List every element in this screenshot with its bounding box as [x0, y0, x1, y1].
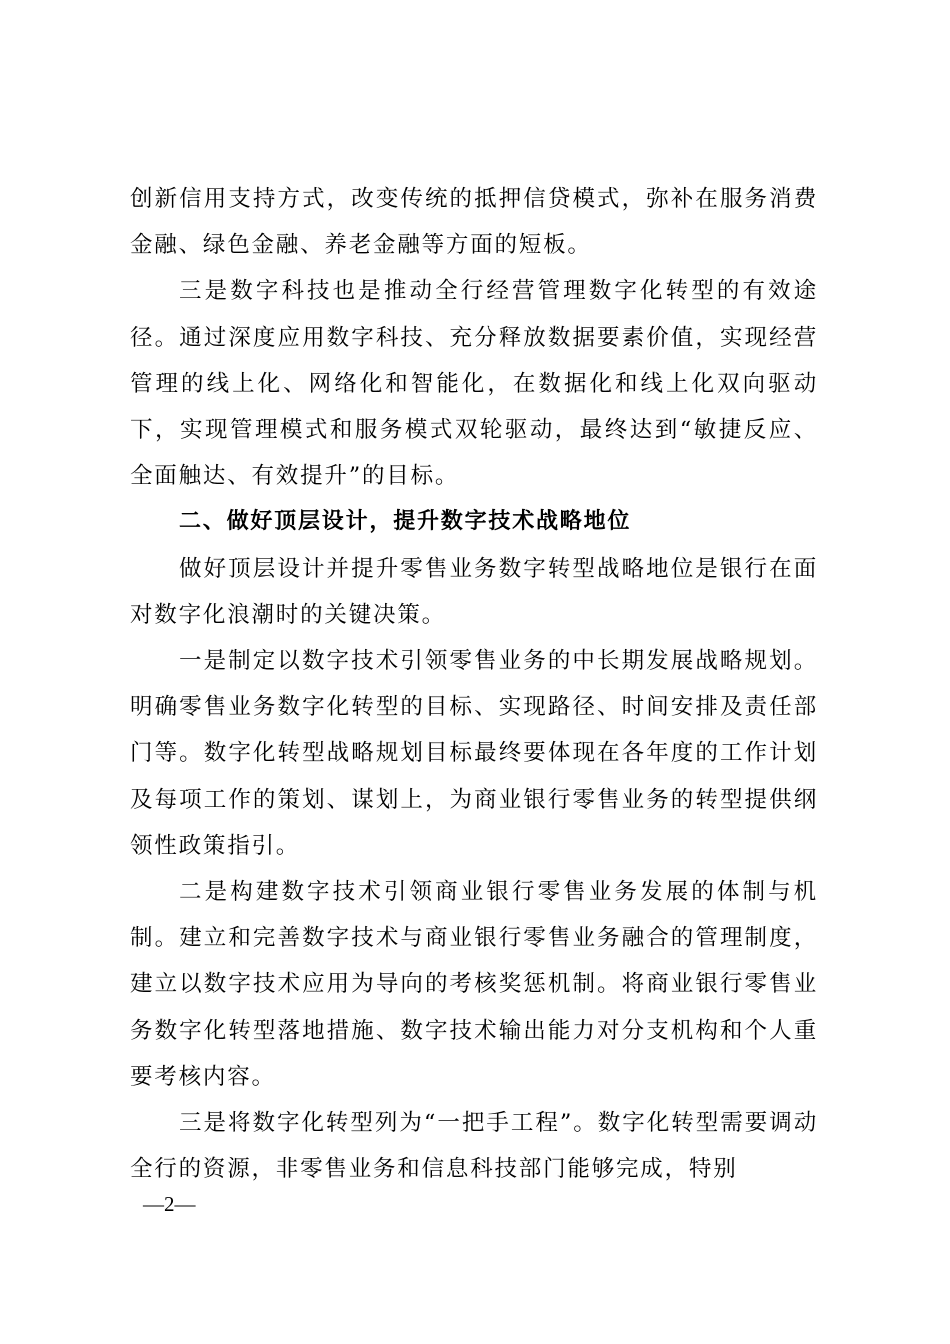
paragraph-top-level-design-intro: 做好顶层设计并提升零售业务数字转型战略地位是银行在面对数字化浪潮时的关键决策。	[130, 555, 818, 628]
paragraph-system-mechanism: 二是构建数字技术引领商业银行零售业务发展的体制与机制。建立和完善数字技术与商业银行零售业务融合的管理制度，建立以数字技术应用为导向的考核奖惩机制。将商业银行零售业务数字化转型落地措施、数字技术输出能力对分支机构和个人重要考核内容。	[130, 879, 818, 1090]
paragraph-strategy-planning: 一是制定以数字技术引领零售业务的中长期发展战略规划。明确零售业务数字化转型的目标、实现路径、时间安排及责任部门等。数字化转型战略规划目标最终要体现在各年度的工作计划及每项工作的策划、谋划上，为商业银行零售业务的转型提供纲领性政策指引。	[130, 648, 818, 859]
section-heading-top-level-design: 二、做好顶层设计，提升数字技术战略地位	[179, 509, 632, 535]
paragraph-continuation: 创新信用支持方式，改变传统的抵押信贷模式，弥补在服务消费金融、绿色金融、养老金融等方面的短板。	[130, 186, 818, 259]
paragraph-digital-tech-management: 三是数字科技也是推动全行经营管理数字化转型的有效途径。通过深度应用数字科技、充分释放数据要素价值，实现经营管理的线上化、网络化和智能化，在数据化和线上化双向驱动下，实现管理模式和服务模式双轮驱动，最终达到“敏捷反应、全面触达、有效提升”的目标。	[130, 278, 818, 490]
paragraph-leader-project: 三是将数字化转型列为“一把手工程”。数字化转型需要调动全行的资源，非零售业务和信息科技部门能够完成，特别	[130, 1110, 818, 1183]
page-number: —2—	[143, 1192, 196, 1216]
document-body	[130, 176, 818, 1192]
